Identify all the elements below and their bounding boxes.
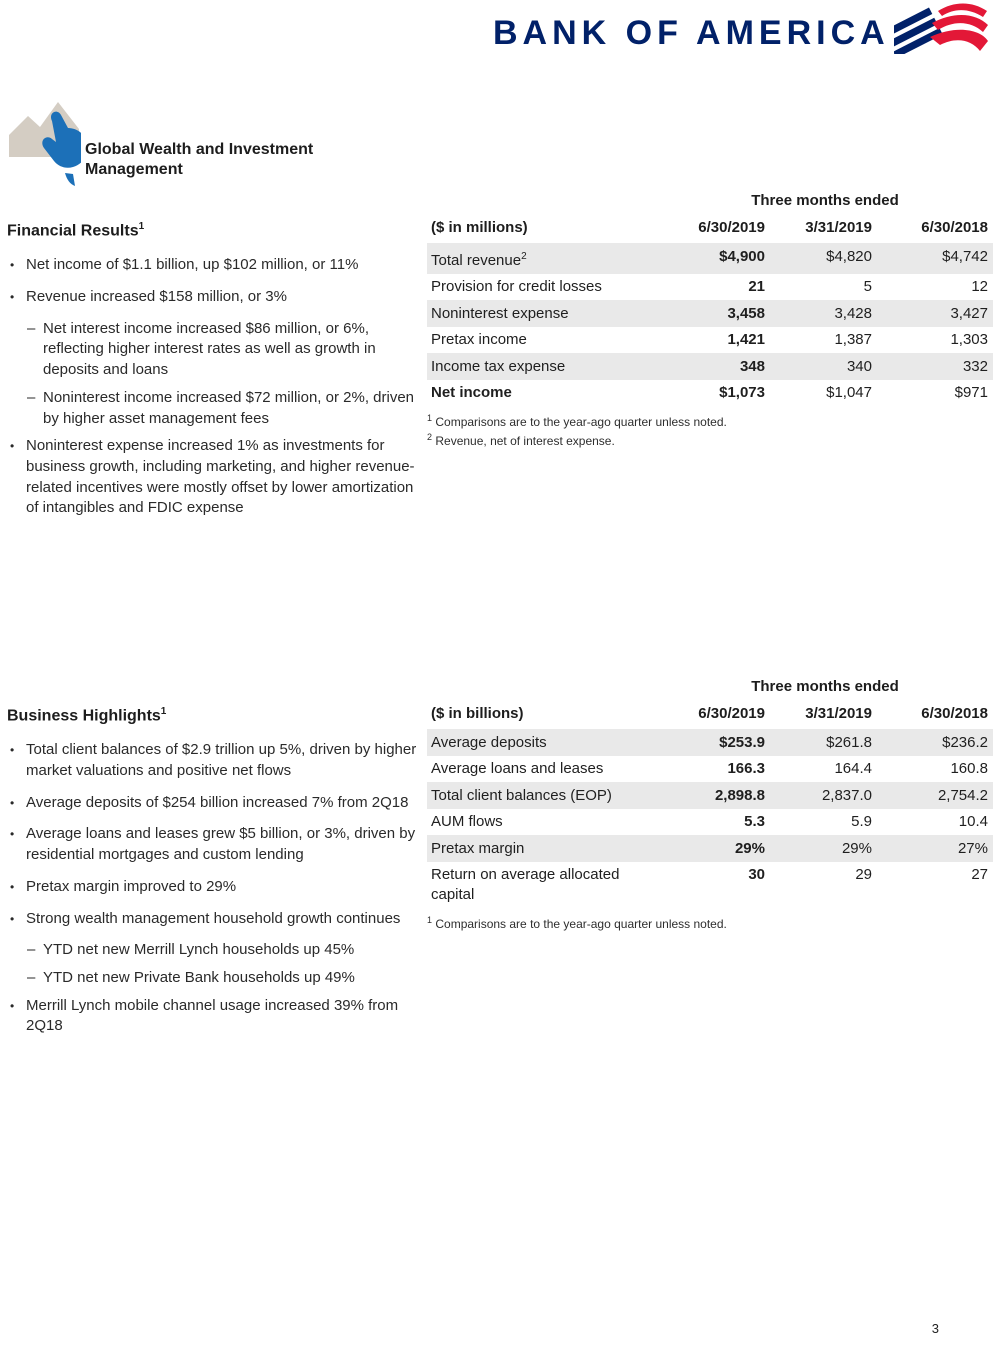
column-header: 6/30/2019: [698, 705, 765, 722]
row-label: Total client balances (EOP): [427, 782, 659, 809]
column-header: 6/30/2019: [698, 219, 765, 236]
dash-marker: –: [27, 388, 36, 406]
table-header-row: [427, 705, 993, 729]
bullet-marker: •: [10, 439, 15, 454]
cell-value: 164.4: [834, 760, 872, 777]
cell-value: 5: [863, 278, 872, 295]
table-row: [427, 380, 993, 407]
bullet-item: • Noninterest expense increased 1% as investments for business growth, including marketing, and higher revenue-related incentives were mostly offset by lower amortization of intangibles and FDIC expense: [10, 437, 415, 517]
column-header: 3/31/2019: [805, 219, 872, 236]
cell-value: 21: [748, 278, 765, 295]
cell-value: 29%: [659, 835, 765, 862]
sub-bullet-item: – Net interest income increased $86 million, or 6%, reflecting higher interest rates as well as growth in deposits and loans: [27, 319, 376, 379]
dash-marker: –: [27, 941, 36, 959]
row-label: Net income: [431, 384, 512, 401]
row-label: AUM flows: [431, 813, 503, 830]
financial-results-table-block: [427, 192, 993, 449]
business-highlights-section: [7, 706, 423, 1048]
unit-label: ($ in billions): [431, 705, 524, 722]
bullet-marker: •: [10, 290, 15, 305]
cell-value: 340: [765, 353, 872, 380]
column-header: 6/30/2018: [921, 705, 988, 722]
page-number: 3: [931, 1321, 939, 1336]
financial-results-table: [427, 219, 993, 406]
footnote: $^1$ Comparisons are to the year-ago quarter unless noted.: [427, 413, 727, 429]
row-label: Noninterest expense: [427, 300, 659, 327]
financial-results-heading: Financial Results$^1$: [7, 221, 145, 240]
cell-value: $236.2: [872, 729, 993, 756]
bullet-marker: •: [10, 911, 15, 926]
table-row: [427, 782, 993, 809]
period-header: Three months ended: [751, 192, 899, 209]
dash-marker: –: [27, 319, 36, 337]
cell-value: 2,754.2: [872, 782, 993, 809]
table-row: [427, 274, 993, 301]
footnote: $^1$ Comparisons are to the year-ago quarter unless noted.: [427, 914, 727, 931]
cell-value: 1,421: [727, 331, 765, 348]
column-header: 6/30/2018: [921, 219, 988, 236]
cell-value: $1,047: [826, 384, 872, 401]
table-row: [427, 756, 993, 783]
bullet-item: • Average loans and leases grew $5 billion, or 3%, driven by residential mortgages and custom lending: [10, 825, 416, 864]
cell-value: 12: [971, 278, 988, 295]
cell-value: 2,898.8: [659, 782, 765, 809]
business-highlights-table-block: [427, 678, 993, 932]
cell-value: 27: [971, 866, 988, 883]
sub-bullet-item: – YTD net new Private Bank households up 49%: [7, 968, 423, 989]
bullet-marker: •: [10, 795, 15, 810]
cell-value: 166.3: [727, 760, 765, 777]
table-row: [427, 862, 993, 908]
table-header-row: [427, 219, 993, 243]
cell-value: $971: [954, 384, 988, 401]
dash-marker: –: [27, 968, 36, 986]
footnote-marker: 1: [160, 706, 167, 717]
cell-value: 2,837.0: [765, 782, 872, 809]
bullet-marker: •: [10, 258, 15, 273]
bofa-flag-icon: [894, 2, 988, 59]
bullet-item: • Strong wealth management household growth continues: [7, 909, 423, 930]
cell-value: 30: [748, 866, 765, 883]
cell-value: 3,428: [765, 300, 872, 327]
row-label: Average deposits: [427, 729, 659, 756]
sub-bullet-item: – Noninterest income increased $72 million, or 2%, driven by higher asset management fees: [27, 388, 415, 427]
sub-bullet-item: – YTD net new Merrill Lynch households up 45%: [7, 940, 423, 961]
row-label: Total revenue: [431, 251, 522, 269]
cell-value: $4,900: [659, 243, 765, 274]
cell-value: 332: [872, 353, 993, 380]
financial-results-section: [7, 221, 423, 530]
unit-label: ($ in millions): [431, 219, 528, 236]
cell-value: $261.8: [765, 729, 872, 756]
bullet-item: • Pretax margin improved to 29%: [7, 877, 423, 898]
cell-value: 1,303: [950, 331, 988, 348]
bofa-wordmark: BANK OF AMERICA: [493, 14, 890, 52]
footnote-marker: 2: [521, 250, 527, 262]
period-header: Three months ended: [751, 678, 899, 695]
table-row: [427, 809, 993, 836]
cell-value: 160.8: [950, 760, 988, 777]
gwim-section-icon: [7, 95, 81, 200]
footnote-marker: 1: [138, 221, 145, 232]
cell-value: $1,073: [719, 384, 765, 401]
table-row: [427, 327, 993, 354]
column-header: 3/31/2019: [805, 705, 872, 722]
table-row: [427, 243, 993, 274]
bullet-item: • Revenue increased $158 million, or 3%: [7, 287, 423, 308]
row-label: Income tax expense: [427, 353, 659, 380]
table-footnotes: [427, 913, 993, 932]
cell-value: $4,742: [872, 243, 993, 274]
financial-results-bullets: [7, 255, 423, 519]
row-label: Pretax income: [431, 331, 527, 348]
cell-value: 1,387: [834, 331, 872, 348]
cell-value: $253.9: [659, 729, 765, 756]
bullet-marker: •: [10, 743, 15, 758]
cell-value: 3,427: [872, 300, 993, 327]
row-label: Return on average allocated capital: [431, 866, 620, 903]
bullet-marker: •: [10, 879, 15, 894]
bullet-item: • Merrill Lynch mobile channel usage increased 39% from 2Q18: [10, 996, 399, 1035]
cell-value: 5.3: [744, 813, 765, 830]
bullet-marker: •: [10, 827, 15, 842]
cell-value: 29%: [765, 835, 872, 862]
row-label: Average loans and leases: [431, 760, 604, 777]
cell-value: 348: [659, 353, 765, 380]
cell-value: 3,458: [659, 300, 765, 327]
cell-value: 5.9: [851, 813, 872, 830]
bullet-item: • Total client balances of $2.9 trillion up 5%, driven by higher market valuations and positive net flows: [10, 741, 417, 780]
row-label: Pretax margin: [427, 835, 659, 862]
row-label: Provision for credit losses: [431, 278, 602, 295]
table-row: [427, 835, 993, 862]
bofa-logo: [493, 8, 988, 59]
table-row: [427, 729, 993, 756]
business-highlights-bullets: [7, 740, 423, 1037]
business-highlights-table: [427, 705, 993, 908]
business-highlights-heading: Business Highlights$^1$: [7, 706, 167, 725]
page-title: Global Wealth and Investment Management: [85, 141, 314, 178]
bullet-item: • Net income of $1.1 billion, up $102 million, or 11%: [7, 255, 423, 276]
cell-value: $4,820: [765, 243, 872, 274]
footnote: $^2$ Revenue, net of interest expense.: [427, 432, 615, 448]
cell-value: 29: [855, 866, 872, 883]
table-row: [427, 353, 993, 380]
bullet-marker: •: [10, 998, 15, 1013]
bullet-item: • Average deposits of $254 billion increased 7% from 2Q18: [7, 793, 423, 814]
cell-value: 10.4: [958, 813, 988, 830]
cell-value: 27%: [872, 835, 993, 862]
table-footnotes: [427, 411, 993, 449]
table-row: [427, 300, 993, 327]
